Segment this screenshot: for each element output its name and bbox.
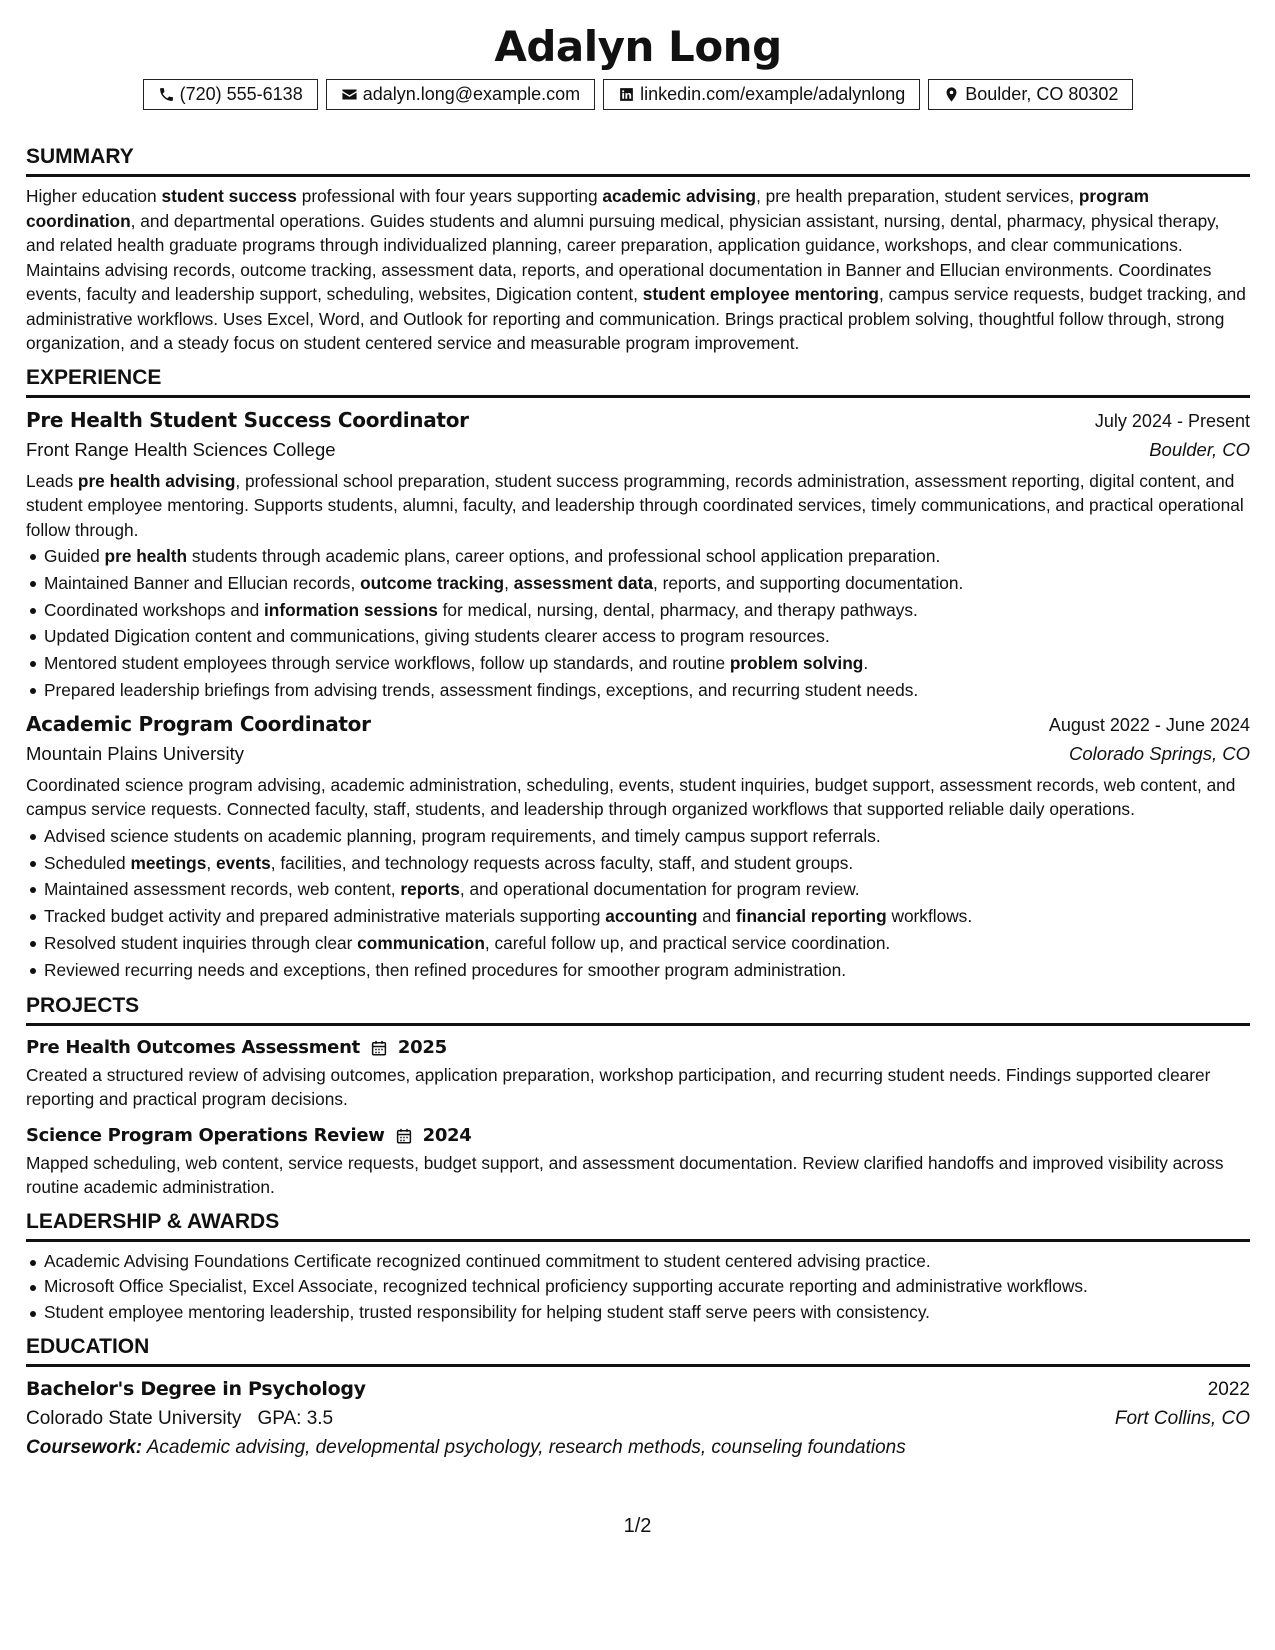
contact-phone-text: (720) 555-6138: [179, 84, 303, 105]
list-item: Academic Advising Foundations Certificate recognized continued commitment to student centered advising practice.: [26, 1249, 1250, 1275]
resume-page: [26, 0, 1250, 1463]
contact-linkedin[interactable]: [603, 79, 920, 110]
calendar-icon: [395, 1127, 413, 1145]
list-item: Reviewed recurring needs and exceptions, then refined procedures for smoother program administration.: [26, 957, 1250, 984]
phone-icon: [158, 86, 175, 103]
education-gpa: GPA: 3.5: [257, 1408, 334, 1430]
emphasis-text: information sessions: [264, 599, 438, 620]
emphasis-text: financial reporting: [735, 906, 887, 927]
list-item: Coordinated workshops and information sessions for medical, nursing, dental, pharmacy, and therapy pathways.: [26, 597, 1250, 624]
role-organization: Front Range Health Sciences College: [26, 438, 336, 460]
role-title: Academic Program Coordinator: [26, 711, 371, 736]
section-title-awards: LEADERSHIP & AWARDS: [26, 1209, 1250, 1242]
contact-email-text: adalyn.long@example.com: [362, 84, 581, 105]
candidate-name: Adalyn Long: [494, 22, 782, 71]
role-location: Colorado Springs, CO: [1069, 742, 1250, 764]
project-description: Mapped scheduling, web content, service requests, budget support, and assessment documentation. Review clarified handoffs and improved visibility across routine academic administration.: [26, 1152, 1224, 1198]
role-entry: [26, 405, 1250, 704]
project-entry: [26, 1121, 1250, 1200]
list-item: Student employee mentoring leadership, trusted responsibility for helping student staff serve peers with consistency.: [26, 1300, 1250, 1326]
section-title-projects: PROJECTS: [26, 993, 1250, 1026]
list-item: Scheduled meetings, events, facilities, and technology requests across faculty, staff, and student groups.: [26, 850, 1250, 877]
project-description: Created a structured review of advising outcomes, application preparation, workshop participation, and recurring student needs. Findings supported clearer reporting and practical program decisions.: [26, 1064, 1211, 1110]
emphasis-text: assessment data: [513, 572, 654, 593]
emphasis-text: pre health advising: [77, 470, 236, 491]
role-location: Boulder, CO: [1149, 438, 1250, 460]
role-description: Coordinated science program advising, academic administration, scheduling, events, student inquiries, budget support, assessment records, web content, and campus service requests. Connected faculty, staff, students, and leadership through organized workflows that supported reliable daily operations.: [26, 774, 1236, 820]
role-description: Leads pre health advising, professional school preparation, student success programming, records administration, assessment reporting, digital content, and student employee mentoring. Supports students, alumni, faculty, and leadership through coordinated services, timely communications, and practical operational follow through.: [26, 470, 1244, 540]
role-title: Pre Health Student Success Coordinator: [26, 407, 469, 432]
section-title-experience: EXPERIENCE: [26, 365, 1250, 398]
emphasis-text: reports: [400, 879, 460, 900]
summary-text: Higher education student success professional with four years supporting academic advising, pre health preparation, student services, program coordination, and departmental operations. Guides students and alumni pursuing medical, physician assistant, nursing, dental, pharmacy, physical therapy, and related health graduate programs through individualized planning, career preparation, application guidance, workshops, and clear communications. Maintains advising records, outcome tracking, assessment data, reports, and operational documentation in Banner and Ellucian environments. Coordinates events, faculty and leadership support, scheduling, websites, Digication content, student employee mentoring, campus service requests, budget tracking, and administrative workflows. Uses Excel, Word, and Outlook for reporting and communication. Brings practical problem solving, thoughtful follow through, strong organization, and a steady focus on student centered service and measurable program improvement.: [26, 186, 1246, 353]
list-item: Microsoft Office Specialist, Excel Associate, recognized technical proficiency supporting accurate reporting and administrative workflows.: [26, 1274, 1250, 1300]
list-item: Resolved student inquiries through clear communication, careful follow up, and practical service coordination.: [26, 930, 1250, 957]
project-name: Pre Health Outcomes Assessment: [26, 1036, 360, 1058]
linkedin-icon: [618, 86, 635, 103]
emphasis-text: program coordination: [26, 186, 1149, 231]
list-item: Updated Digication content and communications, giving students clearer access to program resources.: [26, 623, 1250, 650]
contact-email[interactable]: [326, 79, 595, 110]
role-bullets: [26, 823, 1250, 984]
education-coursework: [26, 1433, 1250, 1463]
coursework-text: Academic advising, developmental psychology, research methods, counseling foundations: [146, 1437, 906, 1459]
role-dates: August 2022 - June 2024: [1048, 714, 1250, 735]
role-entry: [26, 709, 1250, 984]
emphasis-text: outcome tracking: [360, 572, 505, 593]
contact-bar: [26, 79, 1250, 110]
projects-section: [26, 993, 1250, 1200]
list-item: Maintained Banner and Ellucian records, outcome tracking, assessment data, reports, and supporting documentation.: [26, 570, 1250, 597]
education-school: Colorado State University: [26, 1408, 242, 1430]
role-organization: Mountain Plains University: [26, 742, 244, 764]
education-degree: Bachelor's Degree in Psychology: [26, 1378, 366, 1401]
project-year: 2025: [397, 1036, 447, 1058]
emphasis-text: student employee mentoring: [642, 284, 879, 304]
emphasis-text: academic advising: [602, 186, 757, 206]
summary-section: [26, 144, 1250, 356]
emphasis-text: pre health: [104, 546, 188, 566]
emphasis-text: communication: [357, 932, 485, 953]
project-year: 2024: [422, 1124, 472, 1146]
list-item: Maintained assessment records, web content, reports, and operational documentation for program review.: [26, 876, 1250, 903]
contact-location-text: Boulder, CO 80302: [965, 84, 1119, 105]
education-year: 2022: [1207, 1379, 1250, 1401]
role-bullets: [26, 543, 1250, 704]
contact-location: [928, 79, 1133, 110]
emphasis-text: meetings: [130, 852, 207, 873]
role-dates: July 2024 - Present: [1094, 410, 1250, 431]
email-icon: [341, 86, 358, 103]
emphasis-text: accounting: [605, 906, 698, 927]
list-item: Prepared leadership briefings from advising trends, assessment findings, exceptions, and recurring student needs.: [26, 677, 1250, 704]
education-section: [26, 1334, 1250, 1463]
project-entry: [26, 1033, 1250, 1112]
page-number: 1/2: [623, 1515, 652, 1537]
location-icon: [943, 86, 960, 103]
experience-section: [26, 365, 1250, 984]
list-item: Guided pre health students through academic plans, career options, and professional school application preparation.: [26, 543, 1250, 570]
contact-phone[interactable]: [143, 79, 318, 110]
emphasis-text: problem solving: [729, 653, 864, 674]
emphasis-text: events: [215, 852, 271, 873]
emphasis-text: student success: [161, 186, 297, 206]
list-item: Tracked budget activity and prepared administrative materials supporting accounting and financial reporting workflows.: [26, 903, 1250, 930]
awards-list: [26, 1249, 1250, 1326]
calendar-icon: [370, 1039, 388, 1057]
project-name: Science Program Operations Review: [26, 1124, 385, 1146]
list-item: Advised science students on academic planning, program requirements, and timely campus support referrals.: [26, 823, 1250, 850]
coursework-label: Coursework:: [26, 1437, 143, 1459]
education-location: Fort Collins, CO: [1114, 1408, 1250, 1430]
section-title-education: EDUCATION: [26, 1334, 1250, 1367]
awards-section: [26, 1209, 1250, 1326]
contact-linkedin-text: linkedin.com/example/adalynlong: [640, 84, 906, 105]
section-title-summary: SUMMARY: [26, 144, 1250, 177]
list-item: Mentored student employees through service workflows, follow up standards, and routine problem solving.: [26, 650, 1250, 677]
